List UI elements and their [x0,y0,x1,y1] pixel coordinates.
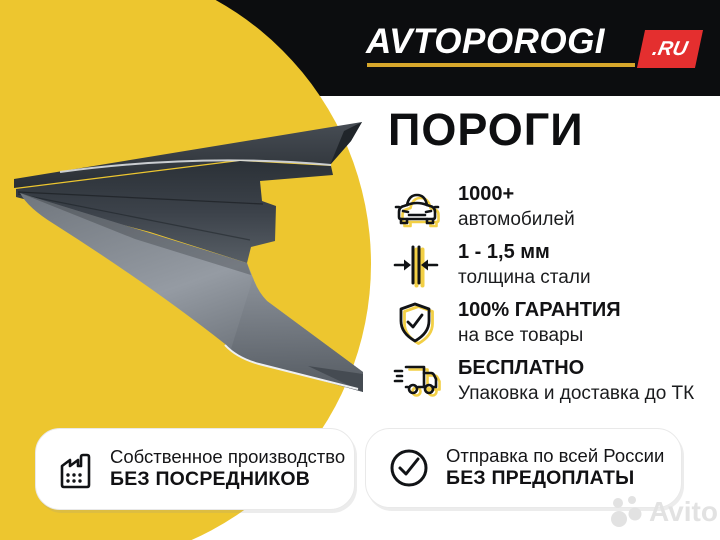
check-circle-icon [387,446,431,490]
feature-subtitle: автомобилей [458,208,575,230]
feature-subtitle: толщина стали [458,266,591,288]
logo-brand-text: AVTOPOROGI [366,22,606,61]
logo [366,22,605,66]
feature-subtitle: Упаковка и доставка до ТК [458,382,695,404]
shield-check-icon [392,300,442,347]
delivery-truck-icon [392,358,442,405]
feature-list [392,184,694,405]
badge-own-production [35,428,355,510]
feature-title: 1000+ [458,183,515,205]
badge-line2: БЕЗ ПОСРЕДНИКОВ [110,468,311,491]
factory-icon [57,448,95,490]
avito-watermark [608,494,718,530]
badge-line1: Собственное производство [110,446,346,468]
badge-line2: БЕЗ ПРЕДОПЛАТЫ [446,467,635,490]
feature-row-shipping [392,358,694,405]
thickness-icon [392,242,442,289]
feature-subtitle: на все товары [458,324,584,346]
car-icon [392,184,442,231]
avito-watermark-text: Avito [649,496,718,527]
logo-underline [367,63,635,67]
feature-row-warranty [392,300,694,347]
feature-title: 1 - 1,5 мм [458,241,550,263]
avito-dots-icon [608,494,646,530]
feature-title: БЕСПЛАТНО [458,357,585,379]
logo-tld-text: .RU [650,37,690,60]
badge-line1: Отправка по всей России [446,445,665,467]
feature-row-thickness [392,242,694,289]
feature-row-cars [392,184,694,231]
page-title: ПОРОГИ [388,104,584,155]
logo-tld-tag [637,30,703,68]
feature-title: 100% ГАРАНТИЯ [458,299,621,321]
